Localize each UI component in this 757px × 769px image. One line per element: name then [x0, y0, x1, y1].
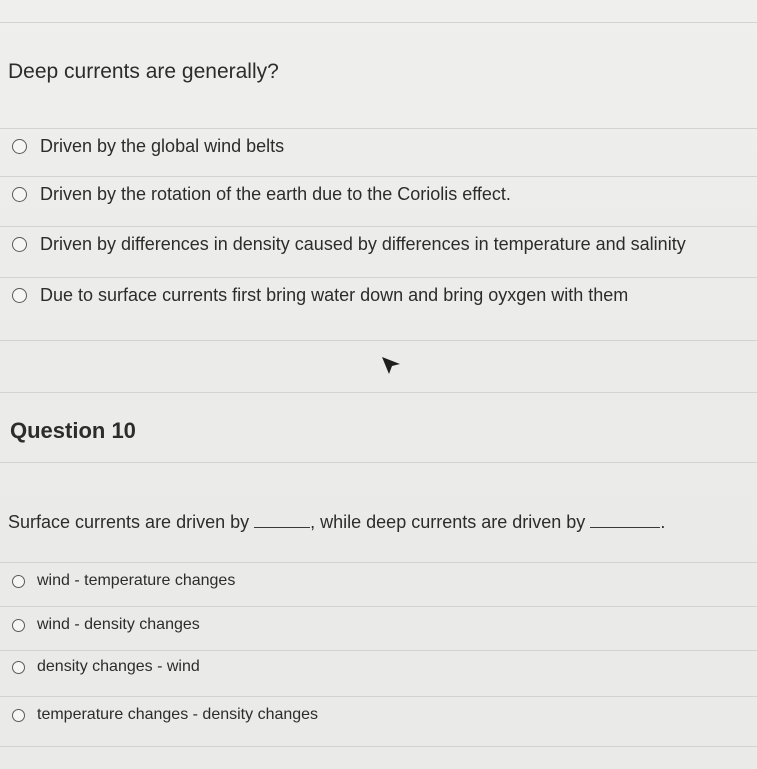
divider — [0, 226, 757, 227]
q10-option-4[interactable] — [12, 706, 318, 724]
radio-button-icon[interactable] — [12, 575, 25, 588]
divider — [0, 340, 757, 341]
radio-button-icon[interactable] — [12, 187, 27, 202]
divider — [0, 562, 757, 563]
q9-option-4[interactable] — [12, 285, 628, 306]
radio-button-icon[interactable] — [12, 619, 25, 632]
divider — [0, 606, 757, 607]
divider — [0, 176, 757, 177]
q9-option-label: Due to surface currents first bring water down and bring oyxgen with them — [40, 285, 629, 305]
radio-button-icon[interactable] — [12, 139, 27, 154]
prompt-part-1: Surface currents are driven by — [8, 512, 250, 532]
q9-option-label: Driven by the rotation of the earth due to the Coriolis effect. — [40, 184, 511, 204]
question-10-prompt — [8, 512, 665, 533]
divider — [0, 746, 757, 747]
q9-option-label: Driven by the global wind belts — [40, 136, 285, 156]
question-10-heading: Question 10 — [10, 418, 136, 443]
blank-2 — [590, 527, 660, 528]
divider — [0, 650, 757, 651]
blank-1 — [254, 527, 310, 528]
divider — [0, 462, 757, 463]
prompt-part-2: , while deep currents are driven by — [310, 512, 586, 532]
q9-option-label: Driven by differences in density caused by differences in temperature and salinity — [40, 234, 686, 254]
divider — [0, 392, 757, 393]
q10-option-3[interactable] — [12, 658, 200, 676]
q10-option-label: temperature changes - density changes — [37, 706, 319, 723]
radio-button-icon[interactable] — [12, 661, 25, 674]
q10-option-2[interactable] — [12, 616, 200, 634]
q10-option-1[interactable] — [12, 572, 235, 590]
q10-option-label: wind - density changes — [37, 616, 200, 633]
divider — [0, 22, 757, 23]
divider — [0, 277, 757, 278]
q10-option-label: wind - temperature changes — [37, 572, 236, 589]
mouse-pointer-icon — [380, 355, 402, 377]
q9-option-1[interactable] — [12, 136, 284, 157]
divider — [0, 128, 757, 129]
radio-button-icon[interactable] — [12, 237, 27, 252]
divider — [0, 696, 757, 697]
radio-button-icon[interactable] — [12, 288, 27, 303]
q9-option-3[interactable] — [12, 234, 686, 255]
q9-option-2[interactable] — [12, 184, 511, 205]
question-9-prompt: Deep currents are generally? — [8, 60, 279, 83]
q10-option-label: density changes - wind — [37, 658, 200, 675]
radio-button-icon[interactable] — [12, 709, 25, 722]
prompt-end: . — [660, 512, 666, 532]
